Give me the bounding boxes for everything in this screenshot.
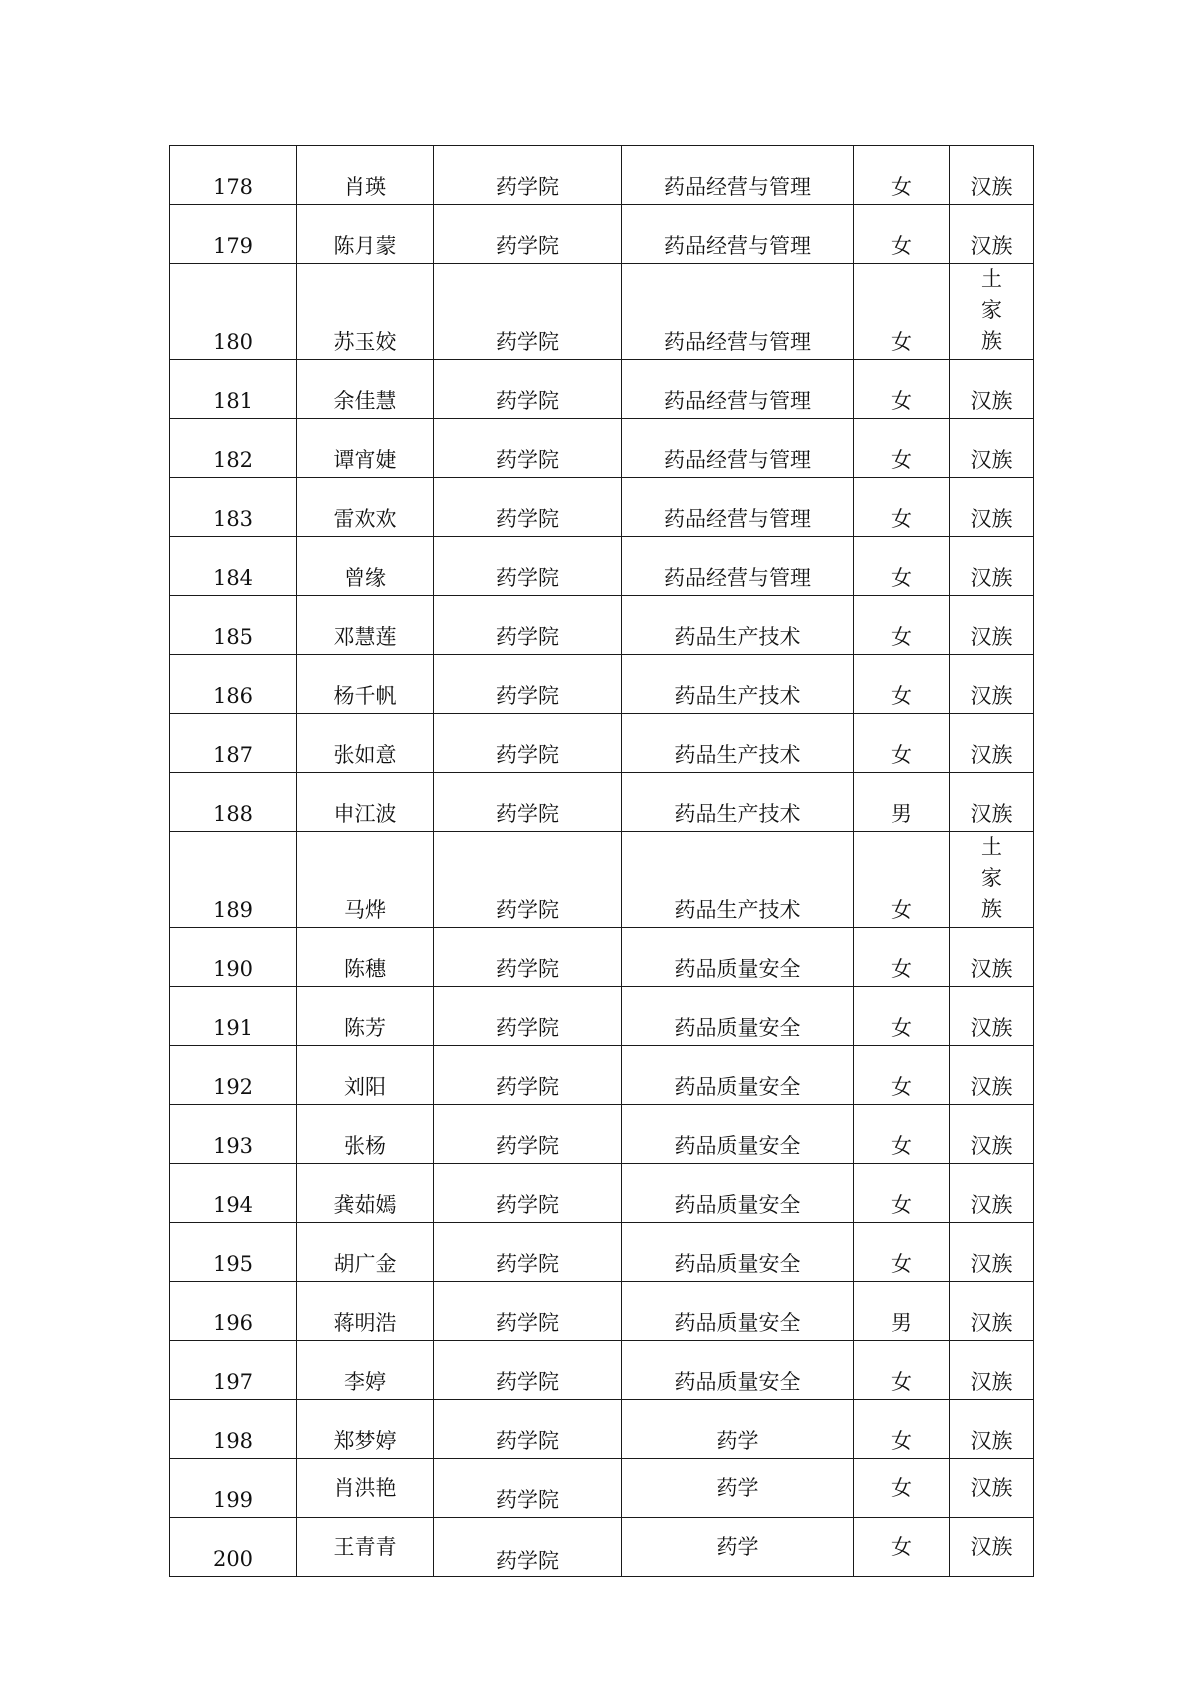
table-row <box>170 655 1034 714</box>
student-name: 张如意 <box>297 714 434 773</box>
major: 药品质量安全 <box>622 1046 854 1105</box>
college: 药学院 <box>434 1341 622 1400</box>
gender: 女 <box>854 928 950 987</box>
gender: 女 <box>854 1400 950 1459</box>
table-row <box>170 773 1034 832</box>
college: 药学院 <box>434 714 622 773</box>
row-number: 184 <box>170 537 297 596</box>
major: 药学 <box>622 1518 854 1577</box>
student-name: 马烨 <box>297 832 434 928</box>
student-name: 蒋明浩 <box>297 1282 434 1341</box>
row-number: 183 <box>170 478 297 537</box>
ethnicity: 汉族 <box>950 928 1034 987</box>
ethnicity: 汉族 <box>950 205 1034 264</box>
row-number: 200 <box>170 1518 297 1577</box>
gender: 女 <box>854 1518 950 1577</box>
student-name: 陈穗 <box>297 928 434 987</box>
ethnicity: 汉族 <box>950 987 1034 1046</box>
row-number: 188 <box>170 773 297 832</box>
table-row <box>170 596 1034 655</box>
table-row <box>170 478 1034 537</box>
table-row <box>170 1341 1034 1400</box>
college: 药学院 <box>434 1459 622 1518</box>
table-row <box>170 537 1034 596</box>
student-name: 谭宵婕 <box>297 419 434 478</box>
row-number: 178 <box>170 146 297 205</box>
row-number: 189 <box>170 832 297 928</box>
ethnicity: 汉族 <box>950 714 1034 773</box>
row-number: 198 <box>170 1400 297 1459</box>
ethnicity: 汉族 <box>950 1046 1034 1105</box>
major: 药品质量安全 <box>622 928 854 987</box>
ethnicity: 土家族 <box>950 832 1034 928</box>
table-row <box>170 1164 1034 1223</box>
student-name: 郑梦婷 <box>297 1400 434 1459</box>
gender: 女 <box>854 478 950 537</box>
student-name: 苏玉姣 <box>297 264 434 360</box>
student-name: 陈芳 <box>297 987 434 1046</box>
ethnicity: 汉族 <box>950 146 1034 205</box>
table-row <box>170 1459 1034 1518</box>
gender: 女 <box>854 264 950 360</box>
college: 药学院 <box>434 928 622 987</box>
major: 药品质量安全 <box>622 1223 854 1282</box>
ethnicity: 汉族 <box>950 1105 1034 1164</box>
college: 药学院 <box>434 1046 622 1105</box>
college: 药学院 <box>434 146 622 205</box>
major: 药品生产技术 <box>622 714 854 773</box>
college: 药学院 <box>434 264 622 360</box>
ethnicity: 汉族 <box>950 773 1034 832</box>
student-name: 胡广金 <box>297 1223 434 1282</box>
student-name: 雷欢欢 <box>297 478 434 537</box>
major: 药品经营与管理 <box>622 537 854 596</box>
college: 药学院 <box>434 205 622 264</box>
ethnicity: 汉族 <box>950 1164 1034 1223</box>
student-name: 刘阳 <box>297 1046 434 1105</box>
major: 药学 <box>622 1400 854 1459</box>
row-number: 180 <box>170 264 297 360</box>
ethnicity: 汉族 <box>950 1518 1034 1577</box>
row-number: 181 <box>170 360 297 419</box>
college: 药学院 <box>434 478 622 537</box>
gender: 女 <box>854 655 950 714</box>
gender: 男 <box>854 773 950 832</box>
college: 药学院 <box>434 1282 622 1341</box>
major: 药品经营与管理 <box>622 419 854 478</box>
major: 药品生产技术 <box>622 773 854 832</box>
gender: 女 <box>854 537 950 596</box>
gender: 女 <box>854 1105 950 1164</box>
student-name: 申江波 <box>297 773 434 832</box>
major: 药品生产技术 <box>622 655 854 714</box>
college: 药学院 <box>434 1400 622 1459</box>
table-row <box>170 714 1034 773</box>
gender: 男 <box>854 1282 950 1341</box>
gender: 女 <box>854 1164 950 1223</box>
ethnicity: 汉族 <box>950 596 1034 655</box>
table-row <box>170 360 1034 419</box>
college: 药学院 <box>434 1164 622 1223</box>
major: 药品经营与管理 <box>622 146 854 205</box>
student-roster-table <box>169 145 1034 1577</box>
table-row <box>170 1400 1034 1459</box>
gender: 女 <box>854 987 950 1046</box>
row-number: 193 <box>170 1105 297 1164</box>
row-number: 186 <box>170 655 297 714</box>
row-number: 182 <box>170 419 297 478</box>
row-number: 195 <box>170 1223 297 1282</box>
student-name: 肖瑛 <box>297 146 434 205</box>
major: 药品经营与管理 <box>622 478 854 537</box>
gender: 女 <box>854 1459 950 1518</box>
major: 药品质量安全 <box>622 1164 854 1223</box>
major: 药学 <box>622 1459 854 1518</box>
college: 药学院 <box>434 773 622 832</box>
major: 药品经营与管理 <box>622 205 854 264</box>
table-row <box>170 146 1034 205</box>
row-number: 197 <box>170 1341 297 1400</box>
major: 药品经营与管理 <box>622 360 854 419</box>
major: 药品生产技术 <box>622 832 854 928</box>
student-name: 陈月蒙 <box>297 205 434 264</box>
college: 药学院 <box>434 596 622 655</box>
table-row <box>170 1518 1034 1577</box>
ethnicity: 土家族 <box>950 264 1034 360</box>
row-number: 191 <box>170 987 297 1046</box>
gender: 女 <box>854 832 950 928</box>
table-row <box>170 1282 1034 1341</box>
ethnicity: 汉族 <box>950 537 1034 596</box>
ethnicity: 汉族 <box>950 419 1034 478</box>
table-row <box>170 928 1034 987</box>
row-number: 192 <box>170 1046 297 1105</box>
college: 药学院 <box>434 832 622 928</box>
college: 药学院 <box>434 419 622 478</box>
gender: 女 <box>854 596 950 655</box>
row-number: 190 <box>170 928 297 987</box>
college: 药学院 <box>434 987 622 1046</box>
major: 药品质量安全 <box>622 987 854 1046</box>
student-name: 李婷 <box>297 1341 434 1400</box>
gender: 女 <box>854 1341 950 1400</box>
roster-table-body <box>170 146 1034 1577</box>
student-name: 余佳慧 <box>297 360 434 419</box>
ethnicity: 汉族 <box>950 360 1034 419</box>
row-number: 187 <box>170 714 297 773</box>
ethnicity: 汉族 <box>950 1459 1034 1518</box>
student-name: 杨千帆 <box>297 655 434 714</box>
college: 药学院 <box>434 537 622 596</box>
student-name: 张杨 <box>297 1105 434 1164</box>
ethnicity: 汉族 <box>950 478 1034 537</box>
ethnicity: 汉族 <box>950 1341 1034 1400</box>
student-name: 肖洪艳 <box>297 1459 434 1518</box>
table-row <box>170 832 1034 928</box>
row-number: 179 <box>170 205 297 264</box>
ethnicity: 汉族 <box>950 655 1034 714</box>
major: 药品生产技术 <box>622 596 854 655</box>
college: 药学院 <box>434 655 622 714</box>
ethnicity: 汉族 <box>950 1400 1034 1459</box>
gender: 女 <box>854 419 950 478</box>
gender: 女 <box>854 1223 950 1282</box>
gender: 女 <box>854 205 950 264</box>
gender: 女 <box>854 714 950 773</box>
table-row <box>170 1046 1034 1105</box>
major: 药品质量安全 <box>622 1105 854 1164</box>
row-number: 185 <box>170 596 297 655</box>
major: 药品经营与管理 <box>622 264 854 360</box>
row-number: 194 <box>170 1164 297 1223</box>
college: 药学院 <box>434 1105 622 1164</box>
table-row <box>170 264 1034 360</box>
major: 药品质量安全 <box>622 1282 854 1341</box>
major: 药品质量安全 <box>622 1341 854 1400</box>
student-name: 龚茹嫣 <box>297 1164 434 1223</box>
row-number: 199 <box>170 1459 297 1518</box>
table-row <box>170 1105 1034 1164</box>
table-row <box>170 205 1034 264</box>
table-row <box>170 1223 1034 1282</box>
gender: 女 <box>854 360 950 419</box>
student-name: 王青青 <box>297 1518 434 1577</box>
student-name: 曾缘 <box>297 537 434 596</box>
college: 药学院 <box>434 1223 622 1282</box>
ethnicity: 汉族 <box>950 1282 1034 1341</box>
gender: 女 <box>854 146 950 205</box>
college: 药学院 <box>434 1518 622 1577</box>
row-number: 196 <box>170 1282 297 1341</box>
student-name: 邓慧莲 <box>297 596 434 655</box>
gender: 女 <box>854 1046 950 1105</box>
table-row <box>170 987 1034 1046</box>
ethnicity: 汉族 <box>950 1223 1034 1282</box>
college: 药学院 <box>434 360 622 419</box>
table-row <box>170 419 1034 478</box>
